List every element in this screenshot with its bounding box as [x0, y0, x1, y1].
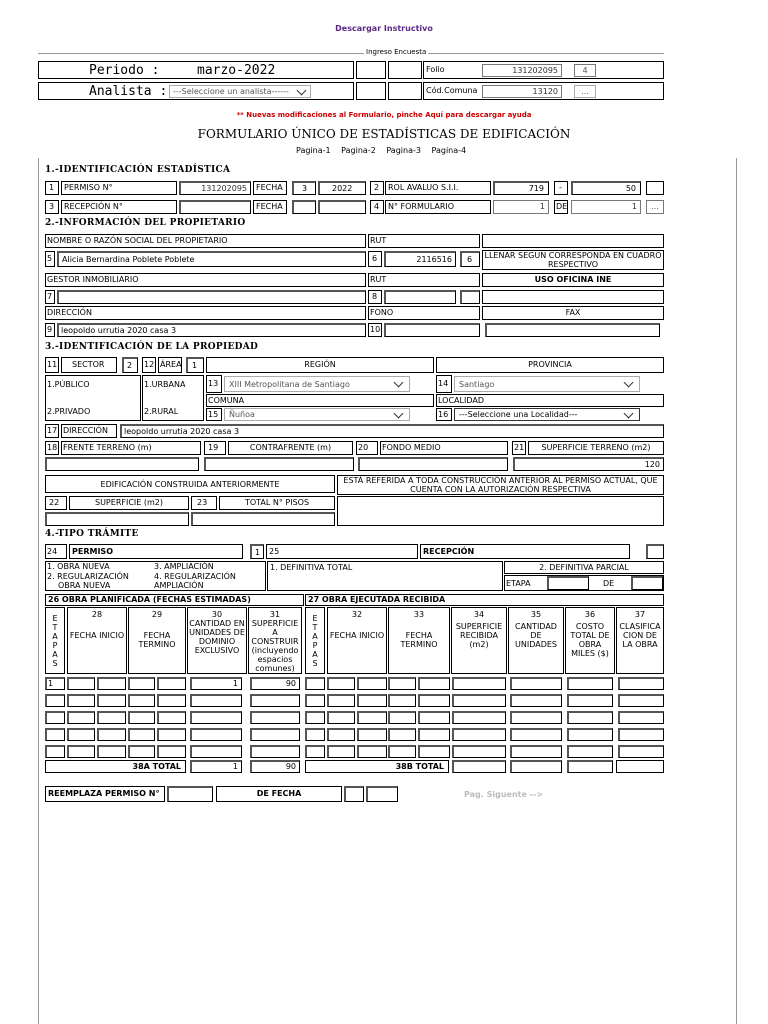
- etapa-input[interactable]: [547, 576, 589, 590]
- pisos-label: TOTAL N° PISOS: [219, 496, 335, 510]
- periodo-label: Periodo :: [89, 63, 160, 78]
- rut2-dv-input[interactable]: [460, 290, 480, 304]
- obra-superficie-input[interactable]: [250, 694, 300, 707]
- obra-etapa-value: 1: [48, 679, 54, 688]
- option-regularizacion-ampliacion-sub: AMPLIACIÓN: [154, 581, 204, 590]
- section-2-title: 2.-INFORMACIÓN DEL PROPIETARIO: [45, 218, 246, 228]
- obra-fecha-termino-mes-input[interactable]: [157, 728, 186, 741]
- field-number: 21: [512, 441, 526, 455]
- fono-label: FONO: [368, 306, 480, 320]
- blank-cell: [356, 61, 386, 79]
- rut2-label: RUT: [368, 273, 480, 287]
- obra-fecha-inicio-dia-input[interactable]: [67, 728, 95, 741]
- obra-ejec-termino-dia-input[interactable]: [388, 711, 416, 724]
- obra-ejec-inicio-dia-input[interactable]: [327, 728, 355, 741]
- obra-ejec-inicio-mes-input[interactable]: [357, 694, 387, 707]
- obra-fecha-termino-dia-input[interactable]: [128, 694, 155, 707]
- obra-etapa-ejec-input[interactable]: [305, 728, 325, 741]
- urbana-rural-box: [142, 375, 204, 421]
- obra-cant-unidades-input[interactable]: [510, 745, 562, 758]
- form-title: FORMULARIO ÚNICO DE ESTADÍSTICAS DE EDIFICACIÓN: [197, 127, 571, 141]
- frente-label: FRENTE TERRENO (m): [61, 441, 201, 455]
- rut-label: RUT: [368, 234, 480, 248]
- field-number: 1: [45, 181, 59, 195]
- obra-fecha-termino-dia-input[interactable]: [128, 745, 155, 758]
- etapa-total-input[interactable]: [631, 576, 663, 590]
- superficie-input[interactable]: [45, 512, 189, 526]
- obra-ejec-inicio-dia-input[interactable]: [327, 694, 355, 707]
- direccion-input[interactable]: leopoldo urrutia 2020 casa 3: [57, 323, 366, 337]
- obra-cantidad-value: 1: [232, 679, 238, 688]
- llenar-note: LLENAR SEGUN CORRESPONDA EN CUADRO RESPECTIVO: [482, 250, 664, 270]
- nombre-label: NOMBRE O RAZÓN SOCIAL DEL PROPIETARIO: [45, 234, 366, 248]
- obra-fecha-termino-mes-input[interactable]: [157, 694, 186, 707]
- col-36-header: 36 COSTO TOTAL DE OBRA MILES ($): [565, 607, 615, 674]
- chevron-down-icon: [624, 409, 634, 419]
- folio-box: [423, 61, 664, 79]
- provincia-select-value: Santiago: [459, 380, 495, 389]
- fondo-label: FONDO MEDIO: [380, 441, 508, 455]
- de-label: DE: [554, 200, 568, 214]
- localidad-select-value: ---Seleccione una Localidad---: [459, 410, 578, 419]
- field-number: 4: [370, 200, 384, 214]
- formulario-total-input[interactable]: 1: [571, 200, 641, 214]
- area-input[interactable]: 1: [186, 357, 204, 373]
- obra-sup-recibida-input[interactable]: [452, 728, 506, 741]
- region-label: REGIÓN: [206, 357, 434, 373]
- obra-etapa-ejec-input[interactable]: [305, 745, 325, 758]
- localidad-select[interactable]: [454, 408, 640, 421]
- total-a-label: 38A TOTAL: [45, 760, 186, 773]
- col-31-header: 31 SUPERFICIE A CONSTRUIR (incluyendo espacios comunes): [248, 607, 302, 674]
- option-regularizacion-obra-nueva[interactable]: 2. REGULARIZACIÓN: [47, 572, 129, 581]
- obra-ejec-termino-mes-input[interactable]: [418, 694, 450, 707]
- obra-ejec-inicio-dia-input[interactable]: [327, 677, 355, 690]
- obra-superficie-input[interactable]: [250, 711, 300, 724]
- obra-superficie-input[interactable]: [250, 677, 300, 690]
- pisos-input[interactable]: [191, 512, 335, 526]
- section-3-title: 3.-IDENTIFICACIÓN DE LA PROPIEDAD: [45, 342, 259, 352]
- obra-fecha-termino-dia-input[interactable]: [128, 677, 155, 690]
- col-28-header: 28 FECHA INICIO: [67, 607, 127, 674]
- recepcion-label: RECEPCIÓN N°: [61, 200, 177, 214]
- rut-input[interactable]: 2116516: [384, 251, 456, 267]
- section-1-title: 1.-IDENTIFICACIÓN ESTADÍSTICA: [45, 165, 231, 175]
- analista-label: Analista :: [89, 84, 168, 99]
- permiso-label: PERMISO N°: [61, 181, 177, 195]
- obra-fecha-inicio-dia-input[interactable]: [67, 745, 95, 758]
- obra-cant-unidades-input[interactable]: [510, 728, 562, 741]
- field-number: 15: [206, 408, 222, 421]
- obra-fecha-inicio-mes-input[interactable]: [97, 694, 126, 707]
- contrafrente-label: CONTRAFRENTE (m): [228, 441, 353, 455]
- obra-ejec-inicio-dia-input[interactable]: [327, 745, 355, 758]
- contrafrente-input[interactable]: [204, 457, 354, 471]
- frente-input[interactable]: [45, 457, 199, 471]
- field-number: 22: [45, 496, 67, 510]
- comuna-lookup-button[interactable]: ...: [574, 85, 596, 98]
- obra-costo-input[interactable]: [567, 694, 613, 707]
- obra-cant-unidades-input[interactable]: [510, 694, 562, 707]
- download-instructions-link[interactable]: Descargar Instructivo: [335, 24, 433, 33]
- obra-clasificacion-input[interactable]: [618, 677, 664, 690]
- field-number: 13: [206, 375, 222, 393]
- obra-fecha-inicio-dia-input[interactable]: [67, 711, 95, 724]
- option-ampliacion[interactable]: 3. AMPLIACIÓN: [154, 562, 214, 571]
- provincia-label: PROVINCIA: [436, 357, 664, 373]
- field-number: 9: [45, 323, 55, 337]
- dir-label: DIRECCIÓN: [61, 424, 117, 438]
- obra-etapa-input[interactable]: [45, 728, 65, 741]
- fecha-label: FECHA: [253, 181, 287, 195]
- comuna-label: COMUNA: [206, 394, 434, 407]
- tab-pagina-1[interactable]: Pagina-1: [296, 146, 331, 155]
- field-number: 2: [370, 181, 384, 195]
- cod-comuna-box: [423, 82, 664, 100]
- gestor-input[interactable]: [57, 290, 366, 304]
- notice-link[interactable]: ** Nuevas modificaciones al Formulario, pinche Aquí para descargar ayuda: [236, 111, 532, 119]
- total-a-superficie-input[interactable]: 90: [250, 760, 300, 773]
- blank-cell: [616, 760, 664, 773]
- option-rural[interactable]: 2.RURAL: [144, 407, 179, 416]
- formulario-label: N° FORMULARIO: [385, 200, 491, 214]
- obra-ejec-termino-dia-input[interactable]: [388, 694, 416, 707]
- field-number: 25: [266, 544, 418, 559]
- blank-cell: [337, 496, 664, 526]
- col-33-header: 33 FECHA TERMINO: [388, 607, 450, 674]
- fecha2-anio-input[interactable]: [318, 200, 366, 214]
- formulario-input[interactable]: 1: [493, 200, 549, 214]
- field-number: 7: [45, 290, 55, 304]
- col-30-header: 30 CANTIDAD EN UNIDADES DE DOMINIO EXCLUSIVO: [187, 607, 247, 674]
- nombre-input[interactable]: Alicia Bernardina Poblete Poblete: [57, 251, 366, 267]
- analista-box: [38, 82, 354, 100]
- option-regularizacion-ampliacion[interactable]: 4. REGULARIZACIÓN: [154, 572, 236, 581]
- blank-cell: [482, 234, 664, 248]
- field-number: 12: [142, 357, 156, 373]
- reemplaza-input[interactable]: [167, 786, 213, 802]
- total-b-superficie-input[interactable]: [452, 760, 506, 773]
- sector-input[interactable]: 2: [122, 357, 138, 373]
- obra-sup-recibida-input[interactable]: [452, 711, 506, 724]
- blank-cell: [646, 181, 664, 195]
- section-4-title: 4.-TIPO TRÁMITE: [45, 529, 139, 539]
- formulario-lookup-button[interactable]: ...: [646, 200, 664, 214]
- field-number: 11: [45, 357, 59, 373]
- rol-separator: -: [554, 181, 568, 195]
- fecha-anio-input[interactable]: 2022: [318, 181, 366, 195]
- frame-right: [736, 158, 737, 1024]
- folio-check-input[interactable]: 4: [574, 64, 596, 77]
- edif-label: EDIFICACIÓN CONSTRUIDA ANTERIORMENTE: [45, 475, 335, 493]
- analista-select[interactable]: [169, 85, 311, 98]
- rol-1-input[interactable]: 719: [493, 181, 549, 195]
- option-urbana[interactable]: 1.URBANA: [144, 380, 186, 389]
- fax-input[interactable]: [485, 323, 660, 337]
- obra-cantidad-input[interactable]: [190, 728, 242, 741]
- obra-ejec-termino-dia-input[interactable]: [388, 677, 416, 690]
- area-label: ÁREA: [158, 357, 182, 373]
- recepcion-tramite-input[interactable]: [646, 544, 664, 559]
- obra-fecha-inicio-mes-input[interactable]: [97, 728, 126, 741]
- etapas-header: E T A P A S: [45, 607, 65, 674]
- total-a-cantidad-input[interactable]: 1: [190, 760, 242, 773]
- fecha2-mes-input[interactable]: [292, 200, 316, 214]
- obra-fecha-termino-dia-input[interactable]: [128, 728, 155, 741]
- col-29-header: 29 FECHA TERMINO: [128, 607, 186, 674]
- total-b-cantidad-input[interactable]: [510, 760, 562, 773]
- obra-superficie-input[interactable]: [250, 745, 300, 758]
- analista-select-value: ---Seleccione un analista------: [173, 87, 289, 96]
- chevron-down-icon: [624, 378, 634, 388]
- obra-clasificacion-input[interactable]: [618, 745, 664, 758]
- cod-comuna-input[interactable]: 13120: [482, 85, 562, 98]
- chevron-down-icon: [297, 86, 307, 96]
- obra-cantidad-input[interactable]: [190, 711, 242, 724]
- de-fecha-anio-input[interactable]: [366, 786, 398, 802]
- obra-ejec-inicio-mes-input[interactable]: [357, 711, 387, 724]
- total-b-label: 38B TOTAL: [305, 760, 449, 773]
- option-privado[interactable]: 2.PRIVADO: [47, 407, 91, 416]
- definitiva-parcial-label: 2. DEFINITIVA PARCIAL: [504, 561, 664, 574]
- obra-clasificacion-input[interactable]: [618, 694, 664, 707]
- ejecutada-title: 27 OBRA EJECUTADA RECIBIDA: [305, 594, 664, 606]
- gestor-label: GESTOR INMOBILIARIO: [45, 273, 366, 287]
- divider: [38, 53, 664, 54]
- fax-label: FAX: [482, 306, 664, 320]
- comuna-select[interactable]: [224, 408, 410, 421]
- obra-etapa-input[interactable]: [45, 745, 65, 758]
- field-number: 19: [204, 441, 226, 455]
- periodo-box: [38, 61, 354, 79]
- referida-note: ESTÁ REFERIDA A TODA CONSTRUCCIÓN ANTERIOR AL PERMISO ACTUAL, QUE CUENTA CON LA AUTORIZACIÓN RESPECTIVA: [337, 475, 664, 495]
- obra-sup-recibida-input[interactable]: [452, 745, 506, 758]
- periodo-value: marzo-2022: [197, 63, 276, 78]
- obra-ejec-termino-mes-input[interactable]: [418, 745, 450, 758]
- rut2-input[interactable]: [384, 290, 456, 304]
- definitiva-total-box: 1. DEFINITIVA TOTAL: [267, 561, 503, 591]
- reemplaza-label: REEMPLAZA PERMISO N°: [45, 786, 165, 802]
- obra-etapa-ejec-input[interactable]: [305, 677, 325, 690]
- obra-fecha-inicio-mes-input[interactable]: [97, 745, 126, 758]
- obra-fecha-termino-mes-input[interactable]: [157, 745, 186, 758]
- localidad-label: LOCALIDAD: [436, 394, 664, 407]
- permiso-input[interactable]: 131202095: [179, 181, 251, 195]
- chevron-down-icon: [394, 378, 404, 388]
- obra-cantidad-input[interactable]: [190, 745, 242, 758]
- obra-cant-unidades-input[interactable]: [510, 677, 562, 690]
- tab-pagina-4[interactable]: Pagina-4: [431, 146, 467, 155]
- tab-pagina-2[interactable]: Pagina-2: [341, 146, 376, 155]
- field-number: 24: [45, 544, 67, 559]
- rut-dv-input[interactable]: 6: [460, 251, 480, 267]
- obra-clasificacion-input[interactable]: [618, 728, 664, 741]
- obra-cantidad-input[interactable]: [190, 677, 242, 690]
- obra-etapa-ejec-input[interactable]: [305, 711, 325, 724]
- next-page-link[interactable]: Pag. Siguente -->: [464, 790, 544, 799]
- tipo-obra-options: [45, 561, 266, 591]
- obra-ejec-termino-dia-input[interactable]: [388, 745, 416, 758]
- field-number: 10: [368, 323, 382, 337]
- sector-label: SECTOR: [61, 357, 117, 373]
- region-select-value: XIII Metropolitana de Santiago: [229, 380, 350, 389]
- field-number: 3: [45, 200, 59, 214]
- field-number: 8: [368, 290, 382, 304]
- option-publico[interactable]: 1.PÚBLICO: [47, 380, 90, 389]
- obra-ejec-termino-dia-input[interactable]: [388, 728, 416, 741]
- comuna-select-value: Ñuñoa: [229, 410, 255, 419]
- obra-fecha-inicio-mes-input[interactable]: [97, 677, 126, 690]
- recepcion-input[interactable]: [179, 200, 251, 214]
- cod-comuna-label: Cód.Comuna: [426, 86, 478, 95]
- obra-ejec-termino-mes-input[interactable]: [418, 677, 450, 690]
- obra-etapa-input[interactable]: [45, 677, 65, 690]
- chevron-down-icon: [394, 409, 404, 419]
- blank-cell: [356, 82, 386, 100]
- obra-costo-input[interactable]: [567, 711, 613, 724]
- blank-cell: [388, 82, 422, 100]
- obra-superficie-input[interactable]: [250, 728, 300, 741]
- field-number: 6: [368, 251, 382, 267]
- field-number: 18: [45, 441, 59, 455]
- obra-ejec-termino-mes-input[interactable]: [418, 711, 450, 724]
- page-tabs: [296, 146, 466, 155]
- field-number: 17: [45, 424, 59, 438]
- etapa-box: [504, 575, 664, 591]
- fondo-input[interactable]: [358, 457, 508, 471]
- obra-fecha-termino-mes-input[interactable]: [157, 677, 186, 690]
- direccion-label: DIRECCIÓN: [45, 306, 366, 320]
- recepcion-tramite-label: RECEPCIÓN: [420, 544, 630, 559]
- fecha2-label: FECHA: [253, 200, 287, 214]
- obra-fecha-inicio-mes-input[interactable]: [97, 711, 126, 724]
- publico-privado-box: [45, 375, 141, 421]
- region-select[interactable]: [224, 376, 410, 392]
- obra-costo-input[interactable]: [567, 677, 613, 690]
- etapas-header-2: E T A P A S: [305, 607, 325, 674]
- de-fecha-label: DE FECHA: [216, 786, 342, 802]
- option-regularizacion-obra-nueva-sub: OBRA NUEVA: [58, 581, 111, 590]
- col-35-header: 35 CANTIDAD DE UNIDADES: [508, 607, 564, 674]
- planificada-title: 26 OBRA PLANIFICADA (FECHAS ESTIMADAS): [45, 594, 304, 606]
- col-32-header: 32 FECHA INICIO: [327, 607, 387, 674]
- folio-label: Folio: [426, 65, 445, 74]
- obra-etapa-ejec-input[interactable]: [305, 694, 325, 707]
- sup-terreno-input[interactable]: 120: [513, 457, 664, 471]
- total-b-costo-input[interactable]: [567, 760, 613, 773]
- col-34-header: 34 SUPERFICIE RECIBIDA (m2): [451, 607, 507, 674]
- blank-cell: [388, 61, 422, 79]
- blank-cell: [482, 290, 664, 304]
- permiso-tramite-label: PERMISO: [69, 544, 243, 559]
- obra-fecha-inicio-dia-input[interactable]: [67, 694, 95, 707]
- uso-oficina-label: USO OFICINA INE: [482, 273, 664, 287]
- obra-fecha-inicio-dia-input[interactable]: [67, 677, 95, 690]
- obra-ejec-termino-mes-input[interactable]: [418, 728, 450, 741]
- obra-superficie-value: 90: [285, 679, 296, 688]
- superficie-label: SUPERFICIE (m2): [69, 496, 189, 510]
- sup-terreno-label: SUPERFICIE TERRENO (m2): [528, 441, 664, 455]
- fecha-mes-input[interactable]: 3: [292, 181, 316, 195]
- obra-clasificacion-input[interactable]: [618, 711, 664, 724]
- obra-sup-recibida-input[interactable]: [452, 694, 506, 707]
- provincia-select[interactable]: [454, 376, 640, 392]
- field-number: 5: [45, 251, 55, 267]
- frame-left: [38, 158, 39, 1024]
- col-37-header: 37 CLASIFICA CION DE LA OBRA: [616, 607, 664, 674]
- obra-ejec-inicio-mes-input[interactable]: [357, 677, 387, 690]
- ingreso-encuesta-legend: Ingreso Encuesta: [366, 48, 427, 56]
- obra-cantidad-input[interactable]: [190, 694, 242, 707]
- fono-input[interactable]: [384, 323, 480, 337]
- tab-pagina-3[interactable]: Pagina-3: [386, 146, 421, 155]
- field-number: 23: [191, 496, 217, 510]
- obra-etapa-input[interactable]: [45, 711, 65, 724]
- field-number: 16: [436, 408, 452, 421]
- obra-costo-input[interactable]: [567, 728, 613, 741]
- de-fecha-mes-input[interactable]: [344, 786, 364, 802]
- rol-2-input[interactable]: 50: [571, 181, 641, 195]
- obra-etapa-input[interactable]: [45, 694, 65, 707]
- obra-fecha-termino-mes-input[interactable]: [157, 711, 186, 724]
- etapa-label: ETAPA: [506, 579, 531, 588]
- rol-label: ROL AVALUO S.I.I.: [385, 181, 491, 195]
- obra-ejec-inicio-mes-input[interactable]: [357, 728, 387, 741]
- de-label: DE: [603, 579, 615, 588]
- obra-ejec-inicio-dia-input[interactable]: [327, 711, 355, 724]
- obra-fecha-termino-dia-input[interactable]: [128, 711, 155, 724]
- field-number: 20: [356, 441, 378, 455]
- permiso-tramite-input[interactable]: 1: [250, 544, 264, 559]
- folio-input[interactable]: 131202095: [482, 64, 562, 77]
- field-number: 14: [436, 375, 452, 393]
- option-obra-nueva[interactable]: 1. OBRA NUEVA: [47, 562, 110, 571]
- obra-costo-input[interactable]: [567, 745, 613, 758]
- obra-sup-recibida-input[interactable]: [452, 677, 506, 690]
- obra-cant-unidades-input[interactable]: [510, 711, 562, 724]
- obra-ejec-inicio-mes-input[interactable]: [357, 745, 387, 758]
- dir-input[interactable]: leopoldo urrutia 2020 casa 3: [120, 424, 664, 438]
